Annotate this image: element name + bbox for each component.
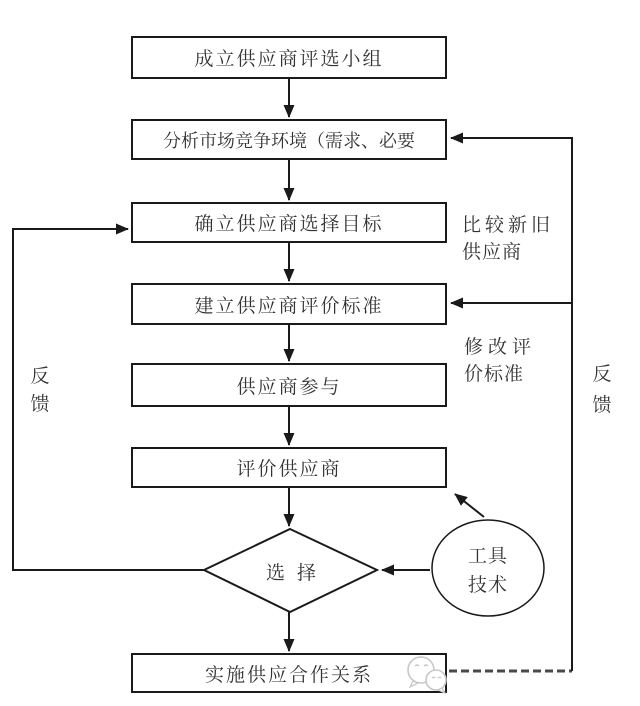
annotation-modify-criteria <box>464 334 536 388</box>
flow-box-label: 确立供应商选择目标 <box>194 213 384 235</box>
annotation-line: 修改评 <box>464 336 537 358</box>
flow-box-supplier-participation <box>131 363 447 407</box>
flow-box-label: 成立供应商评选小组 <box>194 48 384 70</box>
decision-label: 选择 <box>265 562 328 584</box>
arrow-tools-to-step6 <box>455 494 484 517</box>
feedback-char: 反 <box>30 365 50 387</box>
tools-label-line2: 技术 <box>467 574 508 596</box>
flow-box-set-selection-goal <box>131 202 447 243</box>
annotation-line: 价标准 <box>464 363 525 385</box>
feedback-label-right <box>590 359 614 421</box>
flow-box-form-selection-team <box>131 36 447 79</box>
flow-box-label: 供应商参与 <box>236 375 342 398</box>
flow-box-implement-cooperation <box>131 653 447 693</box>
feedback-char: 反 <box>592 363 612 385</box>
flow-box-label: 分析市场竞争环境（需求、必要 <box>163 130 415 152</box>
feedback-label-left <box>28 362 52 418</box>
flow-box-label: 实施供应合作关系 <box>204 663 373 686</box>
flow-box-evaluate-suppliers <box>131 447 447 488</box>
flow-box-build-evaluation-criteria <box>131 283 447 325</box>
flow-box-label: 建立供应商评价标准 <box>194 294 384 317</box>
flow-box-analyze-market <box>131 119 447 160</box>
annotation-line: 供应商 <box>462 241 523 263</box>
annotation-line: 比较新旧 <box>462 214 555 236</box>
tools-label-line1: 工具 <box>467 545 508 567</box>
tools-circle-label <box>433 542 543 600</box>
feedback-char: 馈 <box>592 394 612 416</box>
feedback-char: 馈 <box>30 393 50 415</box>
flow-box-label: 评价供应商 <box>236 458 342 480</box>
wechat-watermark-icon <box>404 654 452 698</box>
annotation-compare-suppliers <box>462 212 554 266</box>
